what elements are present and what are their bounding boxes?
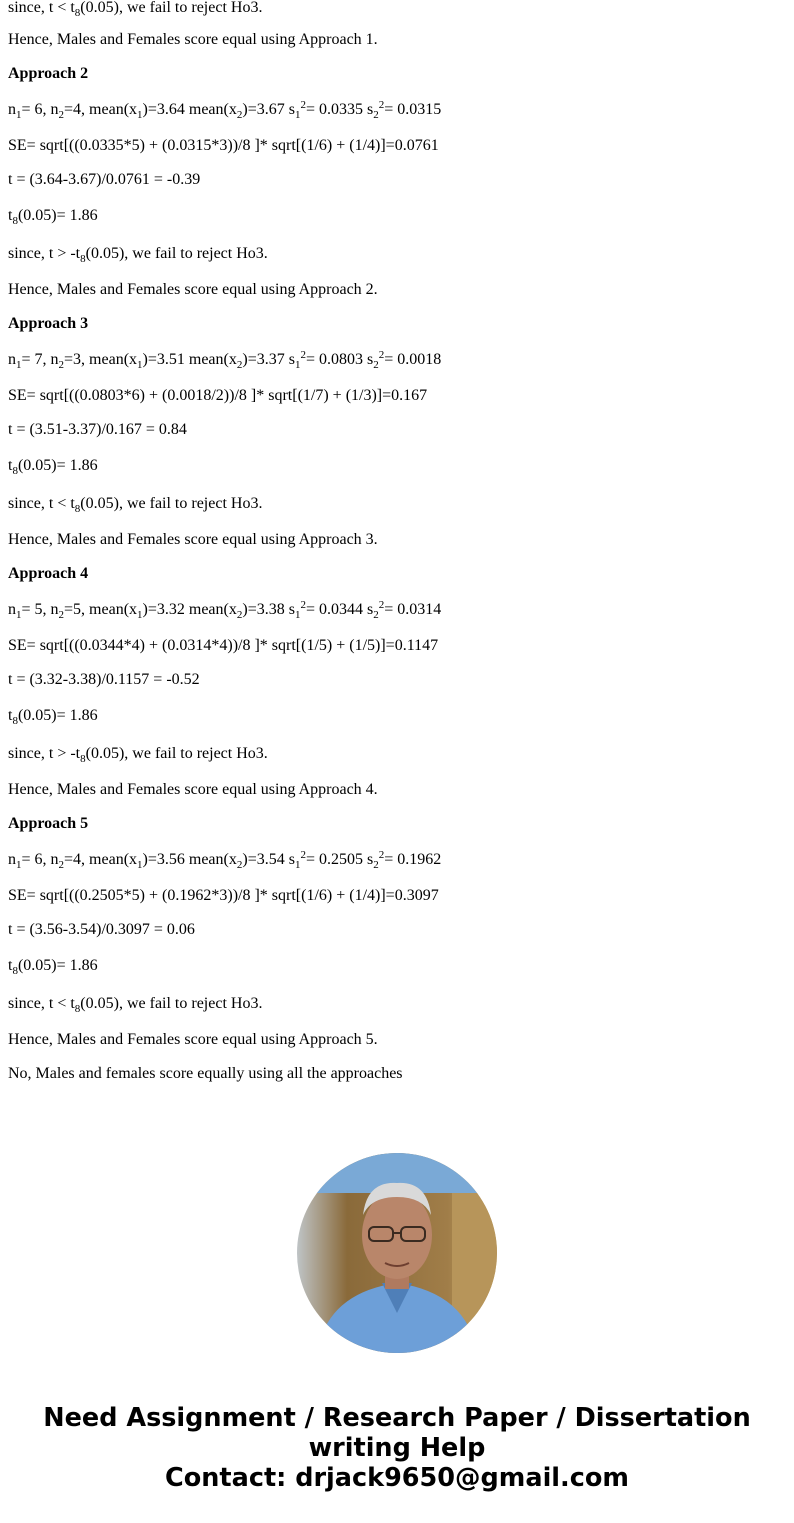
text-line: $n_1= 7$, $n_2=3$, $mean(x_1)=3.51$ $mean(x_2)=3.37$ $s_1^2= 0.0803$ $s_2^2= 0.0018$ (8, 349, 442, 371)
text-line: since, $t < t_8(0.05)$, we fail to reject Ho3. (8, 495, 263, 515)
text-line: Hence, Males and Females score equal using Approach 4. (8, 781, 378, 798)
text-line: $t_8(0.05)= 1.86$ (8, 207, 98, 227)
text-line: t = (3.32-3.38)/0.1157 = -0.52 (8, 671, 200, 688)
text-line: SE= sqrt[((0.0344*4) + (0.0314*4))/8 ]* sqrt[(1/5) + (1/5)]=0.1147 (8, 637, 439, 654)
text-line: $t_8(0.05)= 1.86$ (8, 707, 98, 727)
footer-line-1: Need Assignment / Research Paper / Dissertation (43, 1403, 751, 1433)
text-line: t = (3.56-3.54)/0.3097 = 0.06 (8, 921, 195, 938)
author-portrait-image (297, 1153, 497, 1353)
text-line: Hence, Males and Females score equal using Approach 5. (8, 1031, 378, 1048)
text-line: Hence, Males and Females score equal using Approach 1. (8, 31, 378, 48)
text-line: $t_8(0.05)= 1.86$ (8, 957, 98, 977)
text-line: t = (3.51-3.37)/0.167 = 0.84 (8, 421, 187, 438)
section-heading: Approach 2 (8, 65, 89, 82)
footer-line-2: writing Help (308, 1433, 486, 1463)
section-heading: Approach 4 (8, 565, 89, 582)
text-line: $n_1= 6$, $n_2=4$, $mean(x_1)=3.64$ $mean(x_2)=3.67$ $s_1^2= 0.0335$ $s_2^2= 0.0315$ (8, 99, 442, 121)
text-line: since, $t < t_8(0.05)$, we fail to reject Ho3. (8, 995, 263, 1015)
text-line: Hence, Males and Females score equal using Approach 2. (8, 281, 378, 298)
footer-promo (0, 1403, 794, 1493)
text-line: $t_8(0.05)= 1.86$ (8, 457, 98, 477)
author-avatar (297, 1153, 497, 1353)
text-line: SE= sqrt[((0.0335*5) + (0.0315*3))/8 ]* sqrt[(1/6) + (1/4)]=0.0761 (8, 137, 439, 154)
section-heading: Approach 5 (8, 815, 89, 832)
text-line: since, $t > -t_8(0.05)$, we fail to reject Ho3. (8, 245, 268, 265)
text-line: No, Males and females score equally using all the approaches (8, 1065, 403, 1082)
solution-text (8, 0, 778, 1091)
text-line: SE= sqrt[((0.0803*6) + (0.0018/2))/8 ]* sqrt[(1/7) + (1/3)]=0.167 (8, 387, 428, 404)
text-line: t = (3.64-3.67)/0.0761 = -0.39 (8, 171, 201, 188)
text-line: $n_1= 6$, $n_2=4$, $mean(x_1)=3.56$ $mean(x_2)=3.54$ $s_1^2= 0.2505$ $s_2^2= 0.1962$ (8, 849, 442, 871)
footer-contact: Contact: drjack9650@gmail.com (165, 1463, 629, 1493)
text-line: since, $t < t_8(0.05)$, we fail to reject Ho3. (8, 0, 263, 19)
section-heading: Approach 3 (8, 315, 89, 332)
text-line: Hence, Males and Females score equal using Approach 3. (8, 531, 378, 548)
text-line: SE= sqrt[((0.2505*5) + (0.1962*3))/8 ]* sqrt[(1/6) + (1/4)]=0.3097 (8, 887, 439, 904)
text-line: $n_1= 5$, $n_2=5$, $mean(x_1)=3.32$ $mean(x_2)=3.38$ $s_1^2= 0.0344$ $s_2^2= 0.0314$ (8, 599, 442, 621)
text-line: since, $t > -t_8(0.05)$, we fail to reject Ho3. (8, 745, 268, 765)
